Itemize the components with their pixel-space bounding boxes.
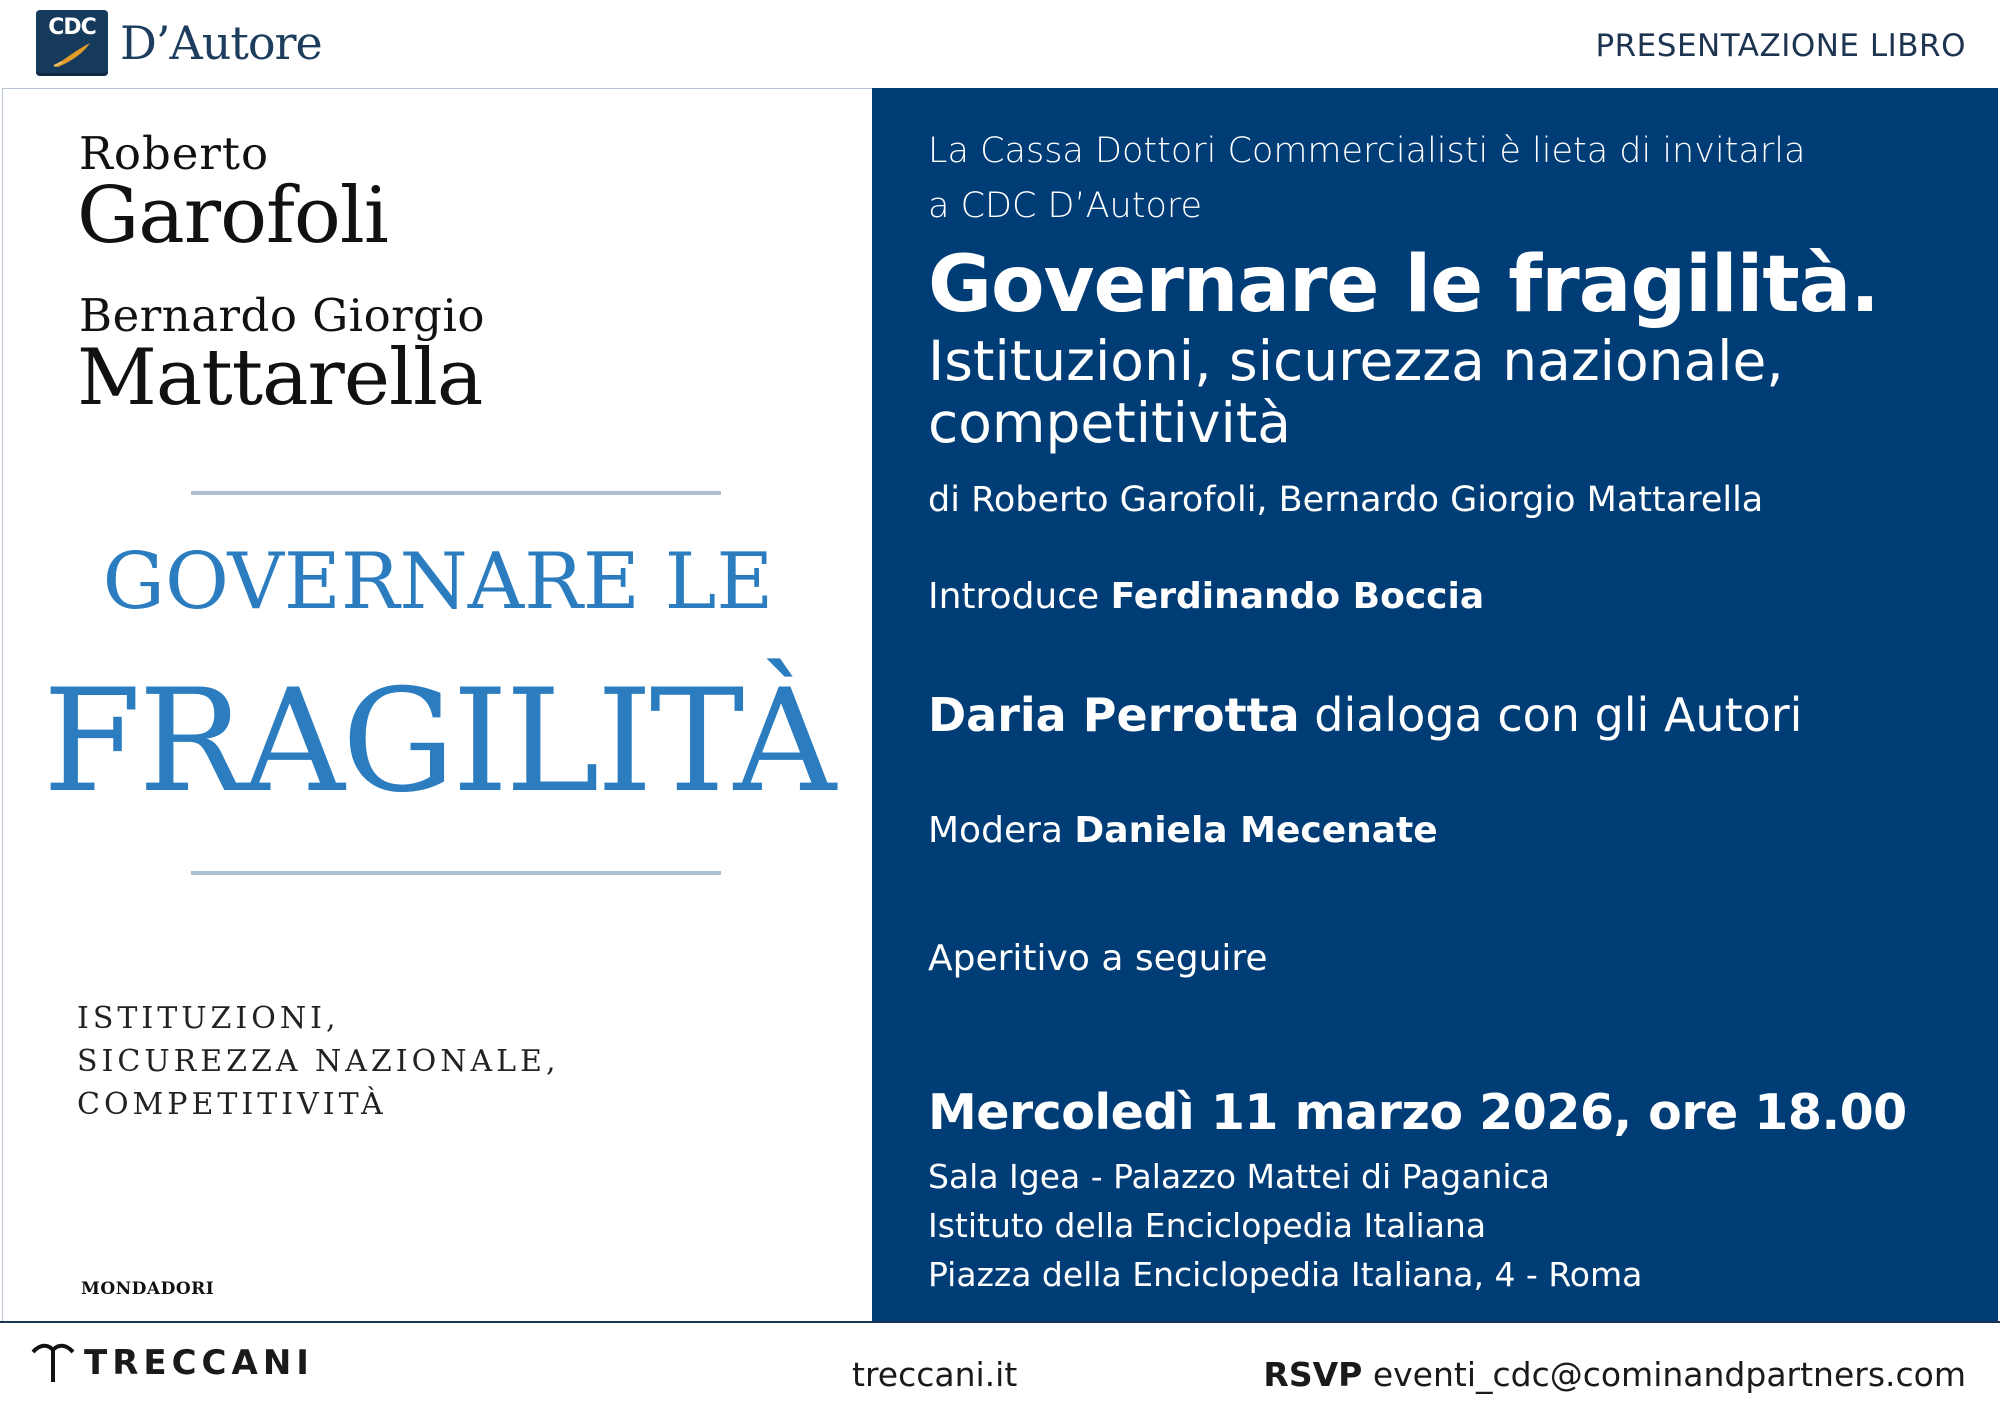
address-line1: Sala Igea - Palazzo Mattei di Paganica [928,1157,1550,1196]
cdc-dautore-logo [36,10,322,76]
book-cover [2,88,872,1321]
treccani-logo [30,1342,314,1384]
treccani-website-link[interactable]: treccani.it [852,1355,1018,1394]
event-title: Governare le fragilità. [928,240,1879,330]
publisher-logo: MONDADORI [81,1279,215,1299]
address-line3: Piazza della Enciclopedia Italiana, 4 - Roma [928,1255,1643,1294]
cdc-logo-mark [36,10,108,76]
cover-divider-bottom [191,871,721,875]
rsvp-email[interactable]: eventi_cdc@cominandpartners.com [1372,1355,1966,1394]
invitation-line1: La Cassa Dottori Commercialisti è lieta di invitarla [928,131,1806,171]
cover-title-line2: FRAGILITÀ [42,659,834,824]
logo-mark-text: CDC [48,15,96,40]
intro-label: Introduce [928,576,1100,617]
event-subtitle-line2: competitività [928,391,1292,455]
invitation-text [928,124,1805,234]
event-date: Mercoledì 11 marzo 2026, ore 18.00 [928,1084,1907,1141]
author2-first-name: Bernardo Giorgio [79,289,485,342]
intro-speaker: Ferdinando Boccia [1110,576,1485,617]
event-subtitle-line1: Istituzioni, sicurezza nazionale, [928,329,1784,393]
event-info-panel [872,88,1998,1321]
moderator-label: Modera [928,810,1063,851]
treccani-t-icon [30,1342,76,1384]
cover-title-line1: GOVERNARE LE [102,537,774,627]
cover-subtitle-line1: ISTITUZIONI, [77,1001,340,1036]
moderator-line [928,810,1438,851]
cover-divider-top [191,491,721,495]
footer-divider [0,1321,2000,1323]
event-address [928,1152,1642,1299]
authors-byline: di Roberto Garofoli, Bernardo Giorgio Mattarella [928,480,1764,520]
event-type-label: PRESENTAZIONE LIBRO [1595,28,1966,64]
dialog-line [928,688,1802,742]
rsvp-label: RSVP [1263,1355,1363,1394]
event-subtitle [928,330,1784,454]
invitation-line2: a CDC D’Autore [928,186,1203,226]
cover-subtitle-line3: COMPETITIVITÀ [77,1087,387,1122]
author2-last-name: Mattarella [77,333,483,423]
introduction-line [928,576,1484,617]
logo-text: D’Autore [120,16,322,70]
dialog-speaker: Daria Perrotta [928,688,1300,742]
rsvp-contact[interactable] [1263,1355,1966,1394]
cover-subtitle-line2: SICUREZZA NAZIONALE, [77,1044,560,1079]
header [0,0,2000,88]
dialog-text: dialoga con gli Autori [1314,688,1803,742]
treccani-brand: TRECCANI [84,1343,314,1383]
author1-last-name: Garofoli [77,171,388,261]
moderator-name: Daniela Mecenate [1074,810,1438,851]
address-line2: Istituto della Enciclopedia Italiana [928,1206,1487,1245]
author1-first-name: Roberto [79,127,270,180]
aperitivo-note: Aperitivo a seguire [928,938,1268,979]
cover-subtitle [77,997,560,1126]
quill-icon [50,40,94,70]
